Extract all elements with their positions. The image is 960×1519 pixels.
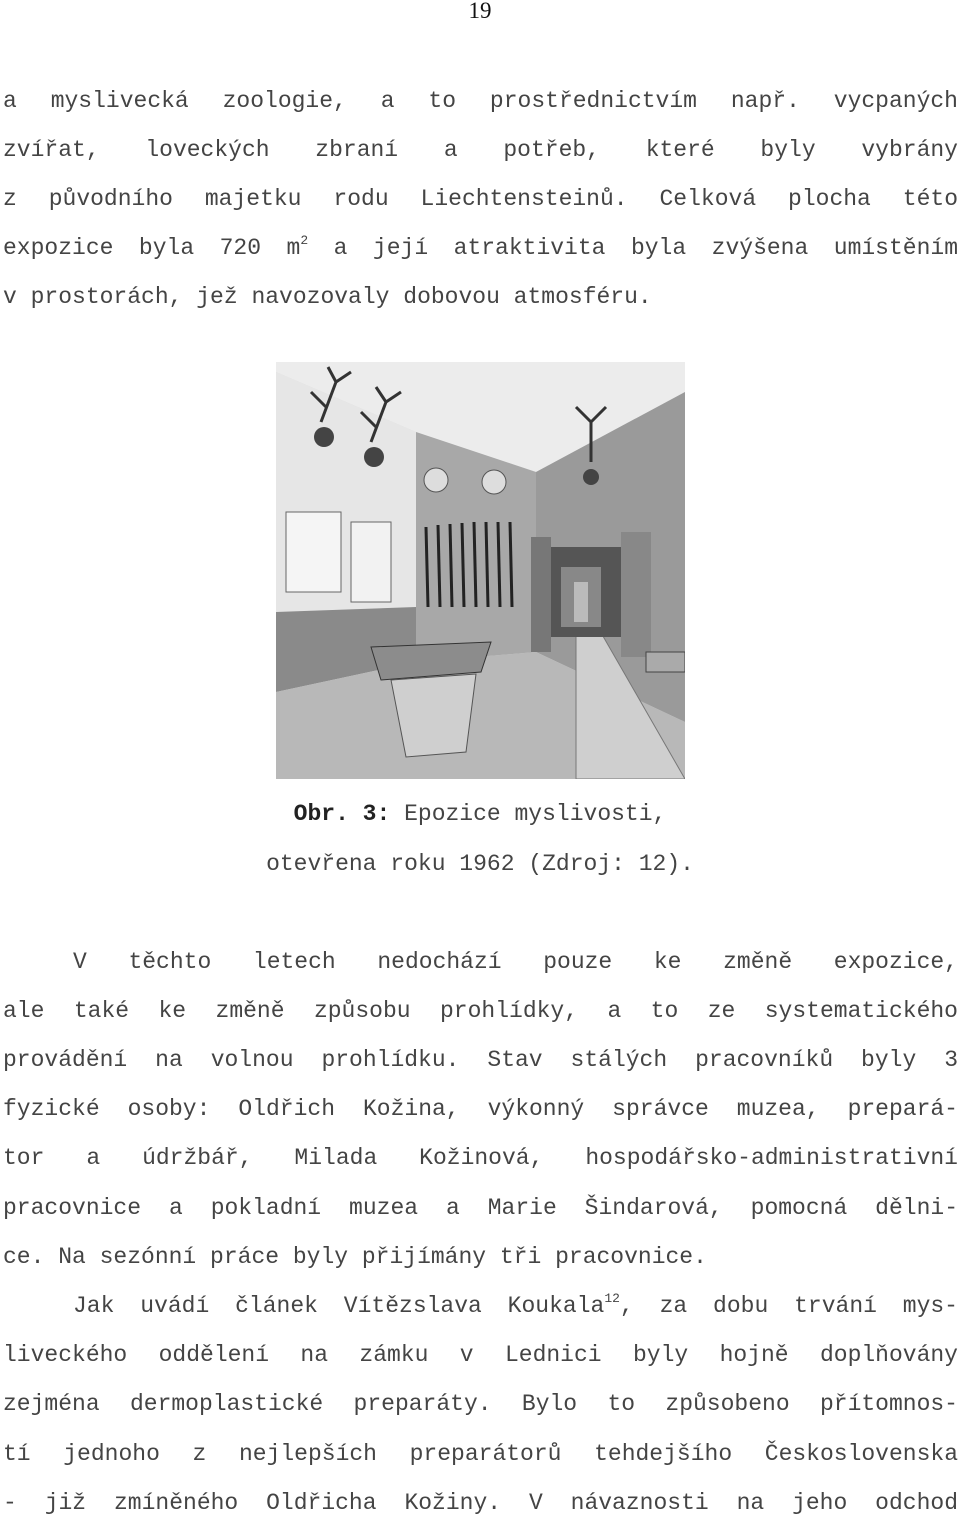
text-line: a myslivecká zoologie, a to prostřednictvím např. vycpaných [3, 88, 958, 114]
text-line: zvířat, loveckých zbraní a potřeb, které byly vybrány [3, 137, 958, 163]
text-line: tor a údržbář, Milada Kožinová, hospodářsko-administrativní [3, 1145, 958, 1171]
text-line: ce. Na sezónní práce byly přijímány tři pracovnice. [3, 1244, 707, 1270]
caption-label: Obr. 3: [293, 801, 391, 827]
caption-text: Epozice myslivosti, [390, 801, 667, 827]
text-line: - již zmíněného Oldřicha Kožiny. V návaznosti na jeho odchod [3, 1490, 958, 1516]
text-line: fyzické osoby: Oldřich Kožina, výkonný správce muzea, prepará- [3, 1096, 958, 1122]
text-line: z původního majetku rodu Liechtensteinů. Celková plocha této [3, 186, 958, 212]
text-line: pracovnice a pokladní muzea a Marie Šindarová, pomocná dělni- [3, 1195, 958, 1221]
text-line: v prostorách, jež navozovaly dobovou atmosféru. [3, 284, 652, 310]
text-line: ale také ke změně způsobu prohlídky, a to ze systematického [3, 998, 958, 1024]
text-line: V těchto letech nedochází pouze ke změně expozice, [73, 949, 958, 975]
figure-caption [0, 799, 960, 829]
museum-exhibition-photo [276, 362, 685, 779]
text-span: a její atraktivita byla zvýšena umístěním [308, 235, 958, 261]
text-span: expozice byla 720 m [3, 235, 301, 261]
page-number: 19 [468, 0, 492, 23]
text-span: Jak uvádí článek Vítězslava Koukala [73, 1293, 605, 1319]
text-line: tí jednoho z nejlepších preparátorů tehdejšího Československa [3, 1441, 958, 1467]
text-line-with-superscript [3, 233, 958, 263]
text-line: liveckého oddělení na zámku v Lednici byly hojně doplňovány [3, 1342, 958, 1368]
text-line: provádění na volnou prohlídku. Stav stálých pracovníků byly 3 [3, 1047, 958, 1073]
superscript: 2 [300, 233, 309, 248]
text-span: , za dobu trvání mys- [619, 1293, 958, 1319]
superscript: 12 [604, 1291, 620, 1306]
text-line-with-superscript [73, 1291, 958, 1321]
text-line: zejména dermoplastické preparáty. Bylo to způsobeno přítomnos- [3, 1391, 958, 1417]
figure-caption-line2: otevřena roku 1962 (Zdroj: 12). [266, 851, 694, 877]
